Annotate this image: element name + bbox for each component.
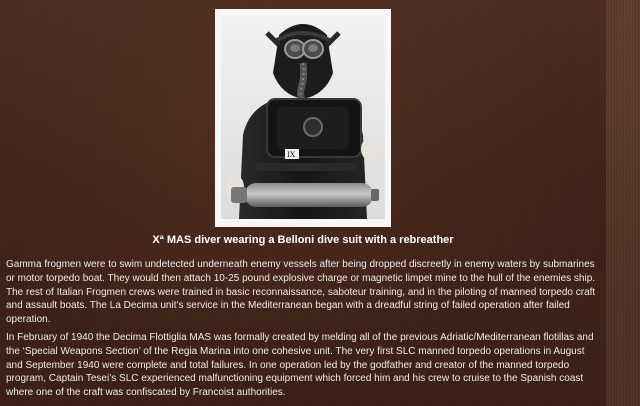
page-edge-strip [606,0,640,406]
photo-caption: Xª MAS diver wearing a Belloni dive suit with a rebreather [152,234,454,246]
diver-photo-image [221,15,385,219]
photo-frame [215,9,391,227]
paragraph-2: In February of 1940 the Decima Flottiglia MAS was formally created by melding all of the previous Adriatic/Mediterranean flotillas and the ‘Special Weapons Section’ of the Regia Marina into one cohesive unit. The very first SLC manned torpedo operations in August and September 1940 were complete and total failures. In one operation led by the godfather and creator of the manned torpedo program, Captain Tesei’s SLC experienced malfunctioning equipment which forced him and his crew to cruise to the Spanish coast where one of the craft was confiscated by Francoist authorities. [6,332,594,399]
paragraph-1: Gamma frogmen were to swim undetected underneath enemy vessels after being dropped discreetly in enemy waters by submarines or motor torpedo boat. They would then attach 10-25 pound explosive charge or magnetic limpet mine to the hull of the enemies ship. The rest of Italian Frogmen crews were trained in basic reconnaissance, saboteur training, and in the piloting of manned torpedo craft and assault boats. The La Decima unit’s service in the Mediterranean began with a dreadful string of failed operation after failed operation. [6,259,596,326]
svg-text:IX: IX [287,150,296,159]
diver-photo [221,15,385,219]
